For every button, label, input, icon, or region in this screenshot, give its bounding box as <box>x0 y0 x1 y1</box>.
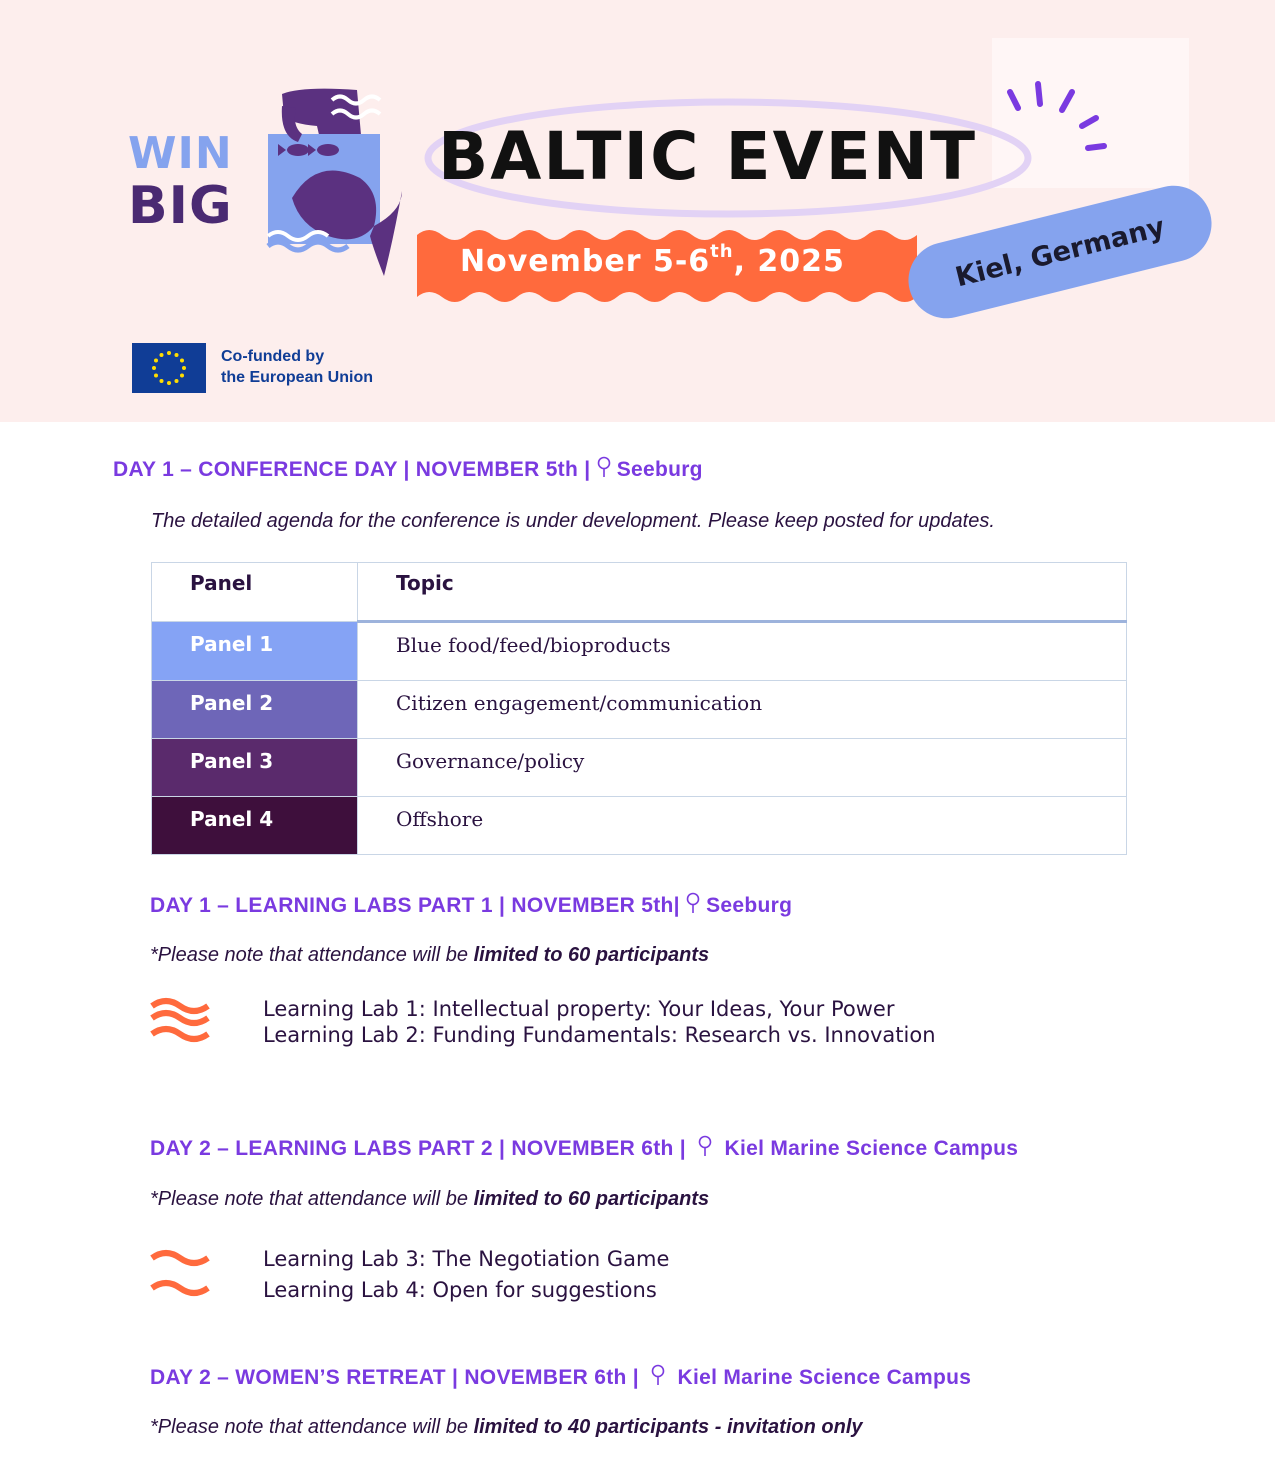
event-date-main: November 5-6 <box>460 244 711 279</box>
list-item: Learning Lab 4: Open for suggestions <box>263 1278 657 1302</box>
column-header-topic: Topic <box>358 563 1127 622</box>
topic-cell: Offshore <box>358 797 1127 855</box>
list-item: Learning Lab 3: The Negotiation Game <box>263 1247 670 1271</box>
panel-cell: Panel 4 <box>152 797 358 855</box>
venue-text: Kiel Marine Science Campus <box>677 1366 972 1389</box>
table-row <box>152 797 1127 855</box>
location-text: Kiel, Germany <box>952 211 1168 293</box>
wave-bullet-icon <box>150 996 210 1044</box>
logo-big-text: BIG <box>128 176 233 236</box>
eu-flag-icon <box>132 343 206 393</box>
attendance-note: *Please note that attendance will be limited to 40 participants - invitation only <box>150 1416 863 1438</box>
venue-text: Seeburg <box>616 458 703 481</box>
day2-learning-labs-heading <box>150 1135 1018 1161</box>
learning-lab-list-part1 <box>263 996 936 1048</box>
list-item: Learning Lab 2: Funding Fundamentals: Research vs. Innovation <box>263 1023 936 1047</box>
learning-lab-list-part2 <box>263 1244 669 1306</box>
attendance-limit: limited to 60 participants <box>473 944 710 966</box>
sparkle-icon <box>1000 78 1120 168</box>
column-header-panel: Panel <box>152 563 358 622</box>
attendance-limit: limited to 60 participants <box>473 1188 710 1210</box>
agenda-intro-text: The detailed agenda for the conference is under development. Please keep posted for updates. <box>151 510 995 532</box>
winbig-logo <box>128 128 233 236</box>
attendance-note: *Please note that attendance will be limited to 60 participants <box>150 1188 710 1210</box>
venue-text: Kiel Marine Science Campus <box>724 1137 1019 1160</box>
table-row <box>152 739 1127 797</box>
location-pin-icon <box>597 456 611 478</box>
panel-table <box>151 562 1127 855</box>
event-banner <box>0 0 1275 422</box>
wave-bullet-icon <box>150 1244 210 1300</box>
logo-win-text: WIN <box>128 128 233 179</box>
event-date-suffix: th <box>710 241 734 262</box>
day1-conference-heading <box>113 456 703 482</box>
eu-text-line2: the European Union <box>221 369 373 386</box>
list-item: Learning Lab 1: Intellectual property: Your Ideas, Your Power <box>263 997 895 1021</box>
eu-cofunded-label <box>221 346 373 388</box>
location-pin-icon <box>698 1135 712 1157</box>
table-row <box>152 681 1127 739</box>
topic-cell: Citizen engagement/communication <box>358 681 1127 739</box>
mascot-illustration <box>262 86 412 281</box>
table-row <box>152 622 1127 681</box>
heading-text: DAY 2 – WOMEN’S RETREAT | NOVEMBER 6th | <box>150 1366 639 1389</box>
day2-womens-retreat-heading <box>150 1364 971 1390</box>
heading-text: DAY 1 – CONFERENCE DAY | NOVEMBER 5th | <box>113 458 591 481</box>
event-title: BALTIC EVENT <box>438 118 978 195</box>
heading-text: DAY 1 – LEARNING LABS PART 1 | NOVEMBER 5th| <box>150 894 680 917</box>
topic-cell: Blue food/feed/bioproducts <box>358 622 1127 681</box>
event-date <box>460 241 845 279</box>
attendance-note: *Please note that attendance will be limited to 60 participants <box>150 944 710 966</box>
event-date-year: , 2025 <box>733 244 845 279</box>
eu-text-line1: Co-funded by <box>221 348 325 365</box>
location-pin-icon <box>686 892 700 914</box>
attendance-limit: limited to 40 participants - invitation only <box>473 1416 863 1438</box>
panel-cell: Panel 3 <box>152 739 358 797</box>
panel-cell: Panel 2 <box>152 681 358 739</box>
panel-cell: Panel 1 <box>152 622 358 681</box>
table-header-row <box>152 563 1127 622</box>
topic-cell: Governance/policy <box>358 739 1127 797</box>
location-pin-icon <box>651 1364 665 1386</box>
day1-learning-labs-heading <box>150 892 792 918</box>
heading-text: DAY 2 – LEARNING LABS PART 2 | NOVEMBER 6th | <box>150 1137 686 1160</box>
venue-text: Seeburg <box>706 894 793 917</box>
